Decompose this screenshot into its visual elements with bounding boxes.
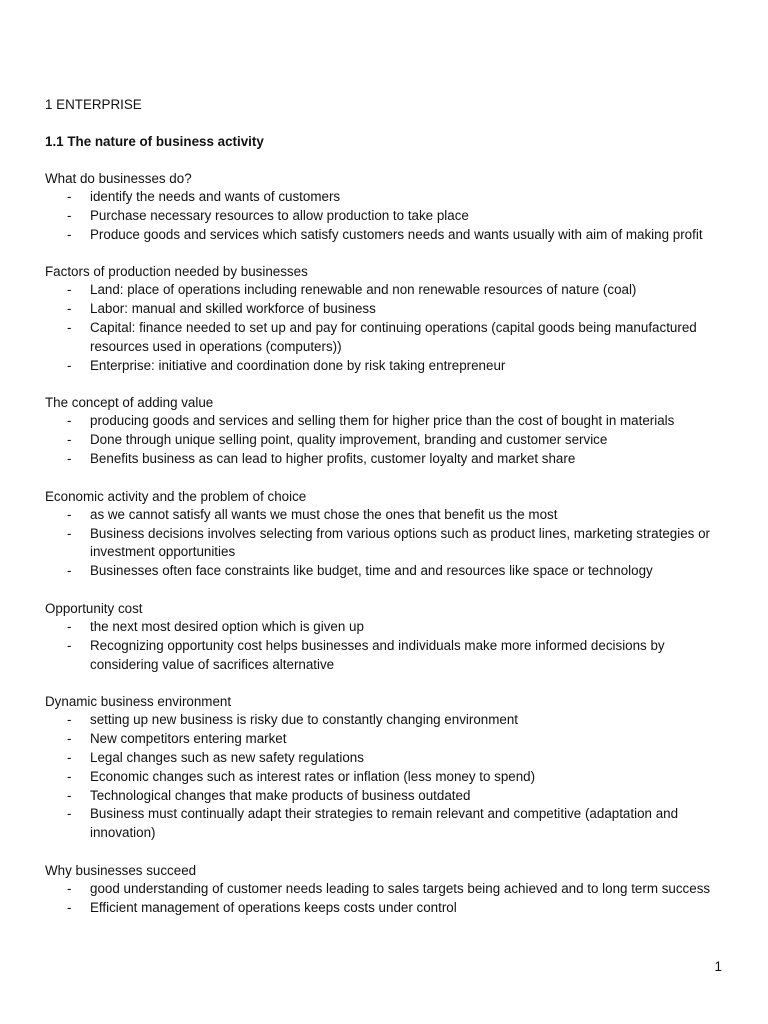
section-opportunity-cost bbox=[45, 599, 735, 674]
list-item bbox=[45, 749, 735, 768]
bullet-dash: - bbox=[67, 749, 72, 765]
list-item-text: Legal changes such as new safety regulations bbox=[90, 749, 364, 765]
bullet-dash: - bbox=[67, 563, 72, 579]
list-item-text: Purchase necessary resources to allow production to take place bbox=[90, 207, 469, 223]
bullet-dash: - bbox=[67, 319, 72, 335]
bullet-dash: - bbox=[67, 357, 72, 373]
list-item bbox=[45, 805, 735, 843]
list-item-text: identify the needs and wants of customers bbox=[90, 189, 341, 204]
group-heading: What do businesses do? bbox=[45, 171, 192, 186]
group-heading: Dynamic business environment bbox=[45, 694, 232, 710]
bullet-dash: - bbox=[67, 413, 72, 429]
section-adding-value bbox=[45, 393, 735, 468]
list-item bbox=[45, 618, 735, 637]
bullet-dash: - bbox=[67, 806, 72, 822]
list-item bbox=[45, 787, 735, 806]
bullet-dash: - bbox=[67, 506, 72, 522]
section-what-businesses-do bbox=[45, 169, 735, 244]
bullet-list bbox=[45, 188, 735, 244]
group-heading: Opportunity cost bbox=[45, 600, 143, 616]
list-item-text: Businesses often face constraints like budget, time and and resources like space or technology bbox=[90, 563, 653, 579]
bullet-dash: - bbox=[67, 731, 72, 747]
bullet-dash: - bbox=[67, 618, 72, 634]
bullet-dash: - bbox=[67, 432, 72, 448]
bullet-dash: - bbox=[67, 226, 72, 242]
list-item-text: as we cannot satisfy all wants we must chose the ones that benefit us the most bbox=[90, 506, 558, 522]
bullet-dash: - bbox=[67, 207, 72, 223]
list-item bbox=[45, 450, 735, 469]
list-item-text: Business decisions involves selecting from various options such as product lines, marketing strategies or investment opportunities bbox=[90, 525, 710, 560]
list-item-text: Done through unique selling point, quality improvement, branding and customer service bbox=[90, 432, 608, 448]
list-item-text: Enterprise: initiative and coordination done by risk taking entrepreneur bbox=[90, 357, 506, 373]
list-item bbox=[45, 637, 735, 675]
bullet-list bbox=[45, 506, 735, 581]
group-heading: Why businesses succeed bbox=[45, 862, 197, 878]
bullet-list bbox=[45, 412, 735, 468]
list-item-text: New competitors entering market bbox=[90, 731, 287, 747]
list-item bbox=[45, 562, 735, 581]
group-heading: Economic activity and the problem of choice bbox=[45, 488, 307, 504]
section-title: 1.1 The nature of business activity bbox=[45, 134, 264, 149]
bullet-dash: - bbox=[67, 525, 72, 541]
list-item-text: Recognizing opportunity cost helps businesses and individuals make more informed decisions by considering value of sacrifices alternative bbox=[90, 637, 665, 672]
list-item bbox=[45, 525, 735, 563]
bullet-dash: - bbox=[67, 712, 72, 728]
list-item bbox=[45, 431, 735, 450]
list-item bbox=[45, 412, 735, 431]
group-heading: The concept of adding value bbox=[45, 395, 214, 411]
list-item bbox=[45, 899, 735, 918]
list-item-text: Business must continually adapt their strategies to remain relevant and competitive (adaptation and innovation) bbox=[90, 806, 679, 841]
list-item-text: good understanding of customer needs leading to sales targets being achieved and to long term success bbox=[90, 880, 711, 896]
chapter-title: 1 ENTERPRISE bbox=[45, 97, 142, 112]
list-item-text: Benefits business as can lead to higher profits, customer loyalty and market share bbox=[90, 450, 576, 466]
bullet-dash: - bbox=[67, 880, 72, 896]
bullet-dash: - bbox=[67, 282, 72, 298]
list-item-text: Capital: finance needed to set up and pay for continuing operations (capital goods being manufactured resources used in operations (computers)) bbox=[90, 319, 697, 354]
page-number: 1 bbox=[714, 959, 722, 974]
list-item bbox=[45, 357, 735, 376]
list-item bbox=[45, 300, 735, 319]
bullet-dash: - bbox=[67, 637, 72, 653]
section-factors-of-production bbox=[45, 262, 735, 375]
list-item bbox=[45, 730, 735, 749]
list-item bbox=[45, 319, 735, 357]
list-item bbox=[45, 226, 735, 245]
bullet-list bbox=[45, 711, 735, 843]
section-dynamic-environment bbox=[45, 692, 735, 843]
list-item bbox=[45, 711, 735, 730]
bullet-dash: - bbox=[67, 768, 72, 784]
list-item-text: Land: place of operations including renewable and non renewable resources of nature (coal) bbox=[90, 282, 637, 298]
list-item-text: setting up new business is risky due to constantly changing environment bbox=[90, 712, 518, 728]
bullet-dash: - bbox=[67, 787, 72, 803]
bullet-list bbox=[45, 880, 735, 918]
document-page bbox=[45, 95, 735, 918]
list-item bbox=[45, 880, 735, 899]
list-item bbox=[45, 207, 735, 226]
group-heading: Factors of production needed by businesses bbox=[45, 264, 308, 280]
bullet-list bbox=[45, 618, 735, 674]
list-item bbox=[45, 506, 735, 525]
list-item-text: Technological changes that make products of business outdated bbox=[90, 787, 471, 803]
list-item bbox=[45, 768, 735, 787]
list-item bbox=[45, 188, 735, 207]
list-item-text: Labor: manual and skilled workforce of business bbox=[90, 301, 376, 317]
section-problem-of-choice bbox=[45, 487, 735, 581]
list-item bbox=[45, 281, 735, 300]
list-item-text: producing goods and services and selling them for higher price than the cost of bought in materials bbox=[90, 413, 675, 429]
bullet-dash: - bbox=[67, 899, 72, 915]
list-item-text: Efficient management of operations keeps costs under control bbox=[90, 899, 457, 915]
bullet-dash: - bbox=[67, 301, 72, 317]
list-item-text: Economic changes such as interest rates or inflation (less money to spend) bbox=[90, 768, 536, 784]
bullet-dash: - bbox=[67, 189, 72, 204]
list-item-text: the next most desired option which is given up bbox=[90, 618, 364, 634]
bullet-dash: - bbox=[67, 450, 72, 466]
section-why-businesses-succeed bbox=[45, 861, 735, 918]
list-item-text: Produce goods and services which satisfy customers needs and wants usually with aim of making profit bbox=[90, 226, 703, 242]
bullet-list bbox=[45, 281, 735, 375]
